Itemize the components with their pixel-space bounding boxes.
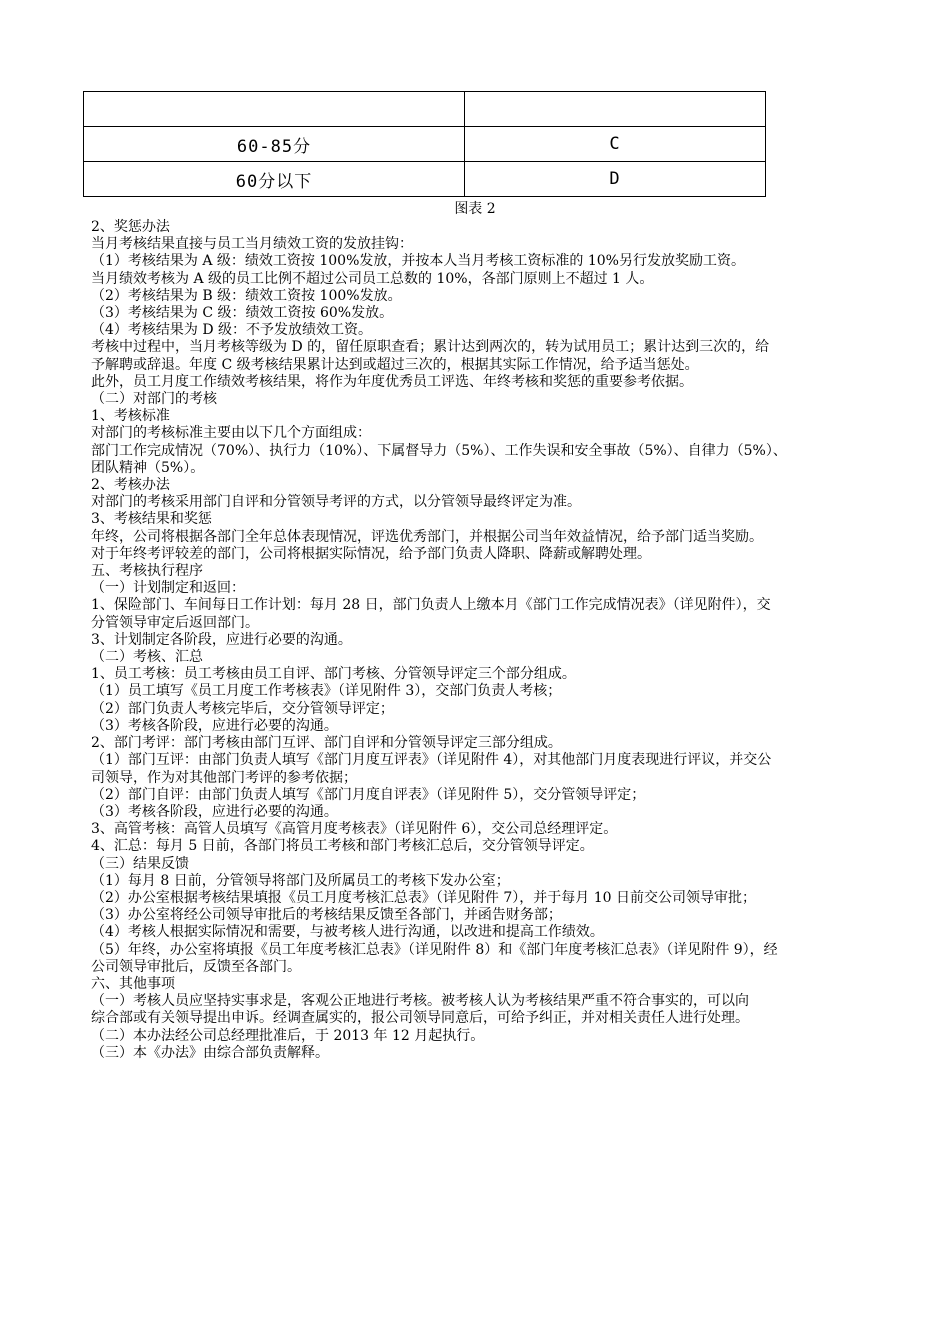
text-line: （2）考核结果为 B 级：绩效工资按 100%发放。: [91, 287, 402, 304]
text-line: 年终，公司将根据各部门全年总体表现情况，评选优秀部门，并根据公司当年效益情况，给予部门适当奖励。: [91, 528, 763, 545]
table-caption: 图表 2: [454, 201, 496, 217]
table-row: [84, 162, 766, 197]
text-line: 予解聘或辞退。年度 C 级考核结果累计达到或超过三次的，根据其实际工作情况，给予适当惩处。: [91, 356, 699, 373]
text-line: 对部门的考核采用部门自评和分管领导考评的方式，以分管领导最终评定为准。: [91, 494, 581, 511]
text-line: （1）员工填写《员工月度工作考核表》（详见附件 3），交部门负责人考核；: [91, 683, 562, 700]
text-line: 部门工作完成情况（70%）、执行力（10%）、下属督导力（5%）、工作失误和安全事故（5%）、自律力（5%）、: [91, 442, 787, 459]
text-line: 4、汇总：每月 5 日前，各部门将员工考核和部门考核汇总后，交分管领导评定。: [91, 838, 594, 855]
text-line: 分管领导审定后返回部门。: [91, 614, 259, 631]
text-line: （1）部门互评：由部门负责人填写《部门月度互评表》（详见附件 4），对其他部门月度表现进行评议，并交公: [91, 752, 772, 769]
text-line: 司领导，作为对其他部门考评的参考依据；: [91, 769, 357, 786]
text-line: 1、考核标准: [91, 408, 170, 425]
document-body: [91, 219, 871, 1062]
text-line: 当月绩效考核为 A 级的员工比例不超过公司员工总数的 10%，各部门原则上不超过 1 人。: [91, 270, 654, 287]
text-line: 当月考核结果直接与员工当月绩效工资的发放挂钩：: [91, 236, 413, 253]
text-line: 团队精神（5%）。: [91, 459, 205, 476]
text-line: 3、计划制定各阶段，应进行必要的沟通。: [91, 631, 352, 648]
table-row: [84, 92, 766, 127]
text-line: （2）部门自评：由部门负责人填写《部门月度自评表》（详见附件 5），交分管领导评定；: [91, 786, 646, 803]
text-line: （3）考核各阶段，应进行必要的沟通。: [91, 803, 338, 820]
text-line: （三）结果反馈: [91, 855, 189, 872]
text-line: （3）办公室将经公司领导审批后的考核结果反馈至各部门，并函告财务部；: [91, 907, 562, 924]
text-line: 2、部门考评：部门考核由部门互评、部门自评和分管领导评定三部分组成。: [91, 735, 562, 752]
score-range-cell: [84, 92, 465, 127]
text-line: （3）考核结果为 C 级：绩效工资按 60%发放。: [91, 305, 394, 322]
text-line: 1、保险部门、车间每日工作计划：每月 28 日，部门负责人上缴本月《部门工作完成情况表》（详见附件），交: [91, 597, 771, 614]
text-line: （1）每月 8 日前，分管领导将部门及所属员工的考核下发办公室；: [91, 872, 510, 889]
grade-cell: [465, 92, 766, 127]
text-line: 此外，员工月度工作绩效考核结果，将作为年度优秀员工评选、年终考核和奖惩的重要参考依据。: [91, 373, 693, 390]
text-line: （二）考核、汇总: [91, 649, 203, 666]
text-line: （2）部门负责人考核完毕后，交分管领导评定；: [91, 700, 394, 717]
score-range-cell: 60分以下: [84, 162, 465, 197]
text-line: 1、员工考核：员工考核由员工自评、部门考核、分管领导评定三个部分组成。: [91, 666, 576, 683]
text-line: 六、其他事项: [91, 975, 175, 992]
grade-cell: C: [465, 127, 766, 162]
text-line: （4）考核结果为 D 级：不予发放绩效工资。: [91, 322, 373, 339]
text-line: 2、奖惩办法: [91, 219, 170, 235]
text-line: （3）考核各阶段，应进行必要的沟通。: [91, 717, 338, 734]
text-line: （2）办公室根据考核结果填报《员工月度考核汇总表》（详见附件 7），并于每月 10 日前交公司领导审批；: [91, 889, 756, 906]
text-line: （三）本《办法》由综合部负责解释。: [91, 1044, 329, 1061]
text-line: （一）考核人员应坚持实事求是，客观公正地进行考核。被考核人认为考核结果严重不符合事实的，可以向: [91, 993, 749, 1010]
text-line: 五、考核执行程序: [91, 563, 203, 580]
text-line: （二）对部门的考核: [91, 391, 217, 408]
text-line: 对部门的考核标准主要由以下几个方面组成：: [91, 425, 371, 442]
text-line: 综合部或有关领导提出申诉。经调查属实的，报公司领导同意后，可给予纠正，并对相关责任人进行处理。: [91, 1010, 749, 1027]
text-line: （1）考核结果为 A 级：绩效工资按 100%发放，并按本人当月考核工资标准的 10%另行发放奖励工资。: [91, 253, 745, 270]
table-row: [84, 127, 766, 162]
grade-table: [83, 91, 766, 197]
text-line: （4）考核人根据实际情况和需要，与被考核人进行沟通，以改进和提高工作绩效。: [91, 924, 604, 941]
text-line: 2、考核办法: [91, 477, 170, 494]
score-range-cell: 60-85分: [84, 127, 465, 162]
grade-cell: D: [465, 162, 766, 197]
text-line: 3、高管考核：高管人员填写《高管月度考核表》（详见附件 6），交公司总经理评定。: [91, 821, 618, 838]
text-line: 3、考核结果和奖惩: [91, 511, 212, 528]
text-line: （一）计划制定和返回：: [91, 580, 245, 597]
text-line: （二）本办法经公司总经理批准后，于 2013 年 12 月起执行。: [91, 1027, 485, 1044]
text-line: 公司领导审批后，反馈至各部门。: [91, 958, 301, 975]
text-line: 考核中过程中，当月考核等级为 D 的，留任原职查看；累计达到两次的，转为试用员工；累计达到三次的，给: [91, 339, 770, 356]
text-line: 对于年终考评较差的部门，公司将根据实际情况，给予部门负责人降职、降薪或解聘处理。: [91, 545, 651, 562]
text-line: （5）年终，办公室将填报《员工年度考核汇总表》（详见附件 8）和《部门年度考核汇总表》（详见附件 9），经: [91, 941, 778, 958]
